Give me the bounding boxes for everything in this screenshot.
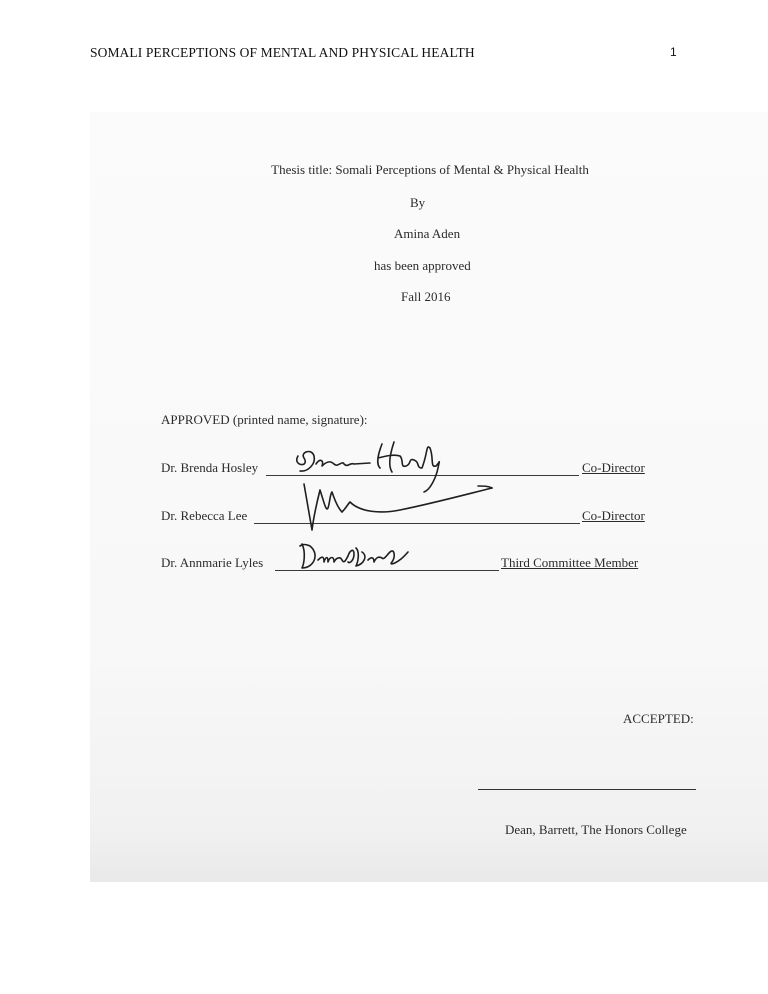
committee-name-1: Dr. Brenda Hosley xyxy=(161,460,259,475)
scanned-approval-page xyxy=(90,112,768,882)
approval-status: has been approved xyxy=(374,258,471,273)
committee-name-3: Dr. Annmarie Lyles xyxy=(161,555,264,570)
page-number: 1 xyxy=(670,45,677,59)
committee-name-2: Dr. Rebecca Lee xyxy=(161,508,248,523)
signature-annmarie-lyles xyxy=(298,538,418,574)
dean-signature-line xyxy=(478,789,696,790)
thesis-title: Thesis title: Somali Perceptions of Mental & Physical Health xyxy=(271,162,589,177)
committee-role-2: Co-Director xyxy=(582,508,645,523)
committee-role-3: Third Committee Member xyxy=(501,555,639,570)
accepted-label: ACCEPTED: xyxy=(623,711,694,726)
committee-role-1: Co-Director xyxy=(582,460,645,475)
author-name: Amina Aden xyxy=(394,226,461,241)
dean-line: Dean, Barrett, The Honors College xyxy=(505,822,687,837)
approved-heading: APPROVED (printed name, signature): xyxy=(161,412,368,427)
term: Fall 2016 xyxy=(401,289,451,304)
by-line: By xyxy=(410,195,426,210)
signature-rebecca-lee xyxy=(300,478,500,534)
running-head: SOMALI PERCEPTIONS OF MENTAL AND PHYSICAL HEALTH xyxy=(90,45,475,60)
